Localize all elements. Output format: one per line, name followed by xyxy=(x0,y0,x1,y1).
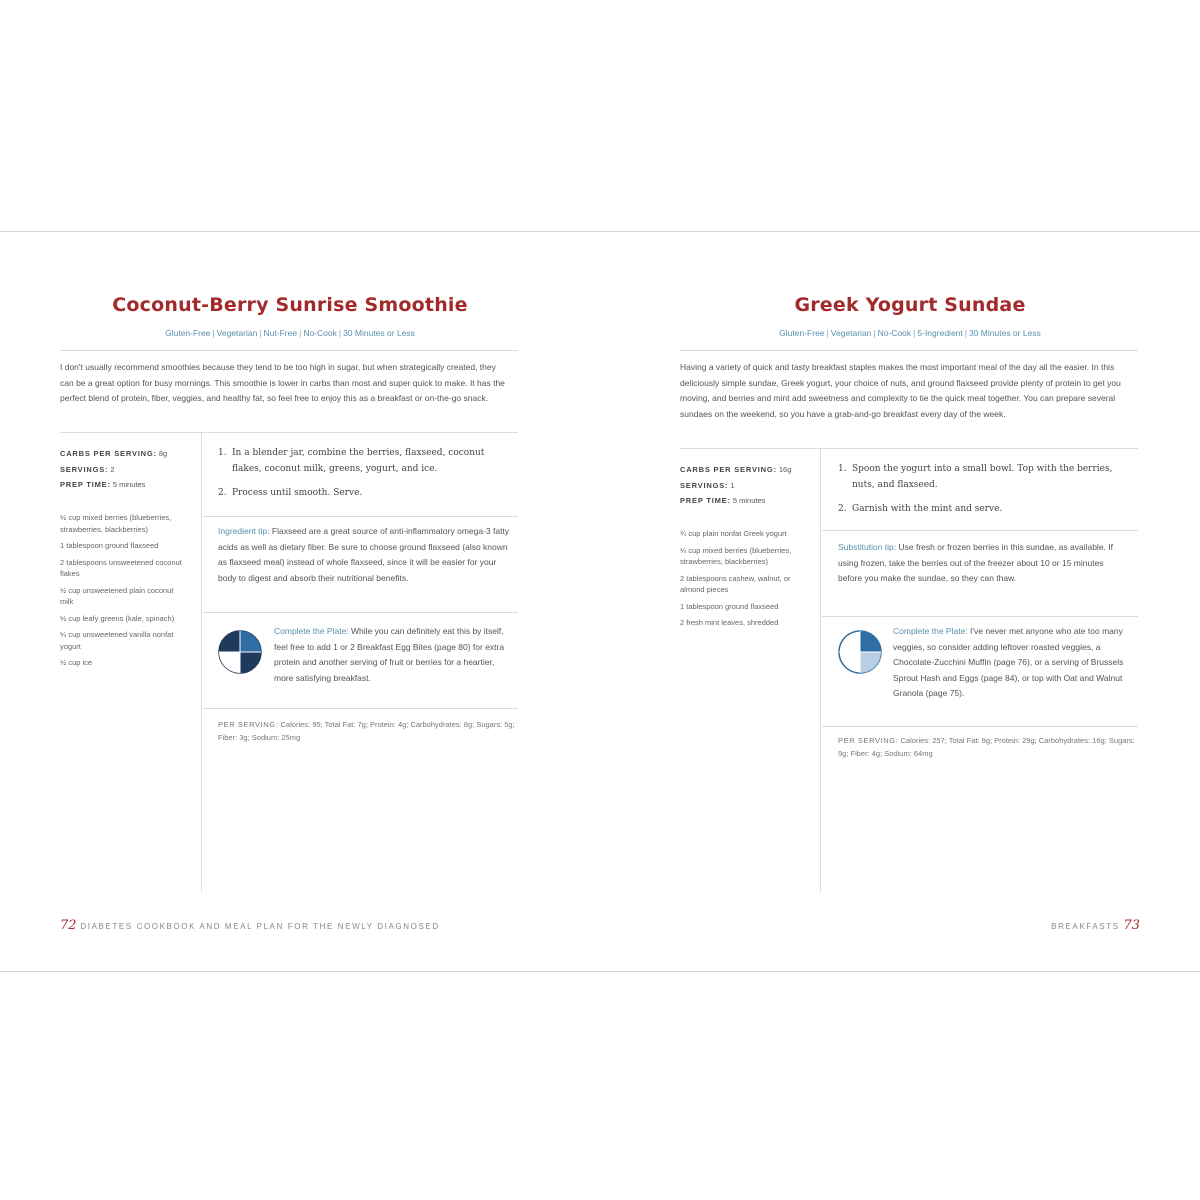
recipe-title: Greek Yogurt Sundae xyxy=(794,294,1026,316)
divider xyxy=(680,350,1138,351)
ingredient-list xyxy=(680,528,812,634)
ingredient: 1 tablespoon ground flaxseed xyxy=(60,541,159,550)
ingredient: ¼ cup unsweetened vanilla nonfat yogurt xyxy=(60,630,174,651)
divider xyxy=(822,726,1138,727)
column-divider xyxy=(820,448,821,892)
step: 1. In a blender jar, combine the berries, flaxseed, coconut flakes, coconut milk, greens, yogurt, and ice. xyxy=(218,448,485,474)
ingredient: ½ cup unsweetened plain coconut milk xyxy=(60,585,174,606)
recipe-intro: I don't usually recommend smoothies because they tend to be too high in sugar, but when strategically created, they can be a great option for busy mornings. This smoothie is lower in carbs than most and super quick to make. It has the perfect blend of protein, fiber, veggies, and healthy fat, so feel free to enjoy this as a breakfast or on-the-go snack. xyxy=(60,362,505,403)
page-number: 73 xyxy=(1123,918,1140,933)
tag: No-Cook xyxy=(303,328,337,338)
recipe-title: Coconut-Berry Sunrise Smoothie xyxy=(112,294,468,316)
divider xyxy=(822,530,1138,531)
divider xyxy=(203,612,518,613)
complete-the-plate-tip: Complete the Plate: I've never met anyone who ate too many veggies, so consider adding leftover roasted veggies, a Chocolate-Zucchini Muffin (page 76), or a serving of Brussels Sprout Hash and Eggs (page 84), or top with Oat and Walnut Granola (page 75). xyxy=(893,626,1124,698)
tag: 30 Minutes or Less xyxy=(343,328,415,338)
tag: Gluten-Free xyxy=(165,328,211,338)
divider xyxy=(60,432,518,433)
ingredient: ½ cup mixed berries (blueberries, strawberries, blackberries) xyxy=(60,513,172,534)
plate-icon xyxy=(218,630,262,674)
nutrition-info: PER SERVING: Calories: 257; Total Fat: 9g; Protein: 29g; Carbohydrates: 16g; Sugars: 9g; Fiber: 4g; Sodium: 64mg xyxy=(838,736,1135,758)
tag: 5-Ingredient xyxy=(917,328,963,338)
ingredient: ½ cup leafy greens (kale, spinach) xyxy=(60,613,175,623)
ingredient: 1 tablespoon ground flaxseed xyxy=(680,601,779,611)
recipe-meta xyxy=(60,446,190,493)
divider xyxy=(203,516,518,517)
ingredient: ¼ cup mixed berries (blueberries, strawberries, blackberries) xyxy=(680,545,792,566)
recipe-steps xyxy=(838,462,1120,527)
recipe-steps xyxy=(218,446,503,511)
ingredient: 2 fresh mint leaves, shredded xyxy=(680,618,779,627)
tag: Nut-Free xyxy=(263,328,298,338)
carbs-per-serving: CARBS PER SERVING: 8g xyxy=(60,449,168,458)
ingredient-tip: Ingredient tip: Flaxseed are a great source of anti-inflammatory omega-3 fatty acids as well as dietary fiber. Be sure to choose ground flaxseed (also known as flaxseed meal) instead of whole flaxseed, since it will be easier for your body to digest and absorb their nutritional benefits. xyxy=(218,526,510,583)
column-divider xyxy=(201,432,202,892)
left-page xyxy=(0,232,600,971)
running-head: DIABETES COOKBOOK AND MEAL PLAN FOR THE NEWLY DIAGNOSED xyxy=(80,922,440,931)
recipe-meta xyxy=(680,462,810,509)
ingredient: 2 tablespoons unsweetened coconut flakes xyxy=(60,557,182,578)
divider xyxy=(203,708,518,709)
tag: Gluten-Free xyxy=(779,328,825,338)
prep-time: PREP TIME: 5 minutes xyxy=(680,496,766,505)
step: 2. Garnish with the mint and serve. xyxy=(838,504,1003,514)
tag: Vegetarian xyxy=(830,328,872,338)
tag: No-Cook xyxy=(877,328,912,338)
carbs-per-serving: CARBS PER SERVING: 16g xyxy=(680,465,792,474)
running-head: BREAKFASTS xyxy=(1051,922,1120,931)
recipe-tags: Gluten-Free | Vegetarian | Nut-Free | No-Cook | 30 Minutes or Less xyxy=(165,328,415,338)
divider xyxy=(822,616,1138,617)
step: 2. Process until smooth. Serve. xyxy=(218,488,363,498)
substitution-tip: Substitution tip: Use fresh or frozen berries in this sundae, as available. If using frozen, take the berries out of the freezer about 10 or 15 minutes before you make the sundae, so they can thaw. xyxy=(838,542,1113,583)
servings: SERVINGS: 2 xyxy=(60,464,115,474)
divider xyxy=(680,448,1138,449)
servings: SERVINGS: 1 xyxy=(680,480,735,490)
divider xyxy=(60,350,518,351)
page-footer xyxy=(1051,918,1140,933)
ingredient-list xyxy=(60,512,185,674)
right-page xyxy=(600,232,1200,971)
ingredient: ¾ cup plain nonfat Greek yogurt xyxy=(680,529,787,538)
page-number: 72 xyxy=(60,918,77,933)
recipe-tags: Gluten-Free | Vegetarian | No-Cook | 5-Ingredient | 30 Minutes or Less xyxy=(779,328,1041,338)
nutrition-info: PER SERVING: Calories: 95; Total Fat: 7g; Protein: 4g; Carbohydrates: 8g; Sugars: 5g; Fiber: 3g; Sodium: 25mg xyxy=(218,720,515,742)
tag: Vegetarian xyxy=(216,328,258,338)
book-spread xyxy=(0,231,1200,972)
tag: 30 Minutes or Less xyxy=(968,328,1041,338)
complete-the-plate-tip: Complete the Plate: While you can definitely eat this by itself, feel free to add 1 or 2 Breakfast Egg Bites (page 80) for extra protein and another serving of fruit or berries for a heartier, more satisfying breakfast. xyxy=(274,626,505,683)
prep-time: PREP TIME: 5 minutes xyxy=(60,480,146,489)
recipe-intro: Having a variety of quick and tasty breakfast staples makes the most important meal of the day all the easier. In this deliciously simple sundae, Greek yogurt, your choice of nuts, and ground flaxseed provide plenty of protein to get you moving, and berries and mint add sweetness and complexity to tie the quick meal together. You can prepare several sundaes on the weekend, so you have a grab-and-go breakfast every day of the week. xyxy=(680,362,1121,419)
page-footer xyxy=(60,918,440,933)
ingredient: 2 tablespoons cashew, walnut, or almond pieces xyxy=(680,573,791,594)
ingredient: ½ cup ice xyxy=(60,658,93,667)
step: 1. Spoon the yogurt into a small bowl. Top with the berries, nuts, and flaxseed. xyxy=(838,464,1113,490)
plate-icon xyxy=(838,630,882,674)
